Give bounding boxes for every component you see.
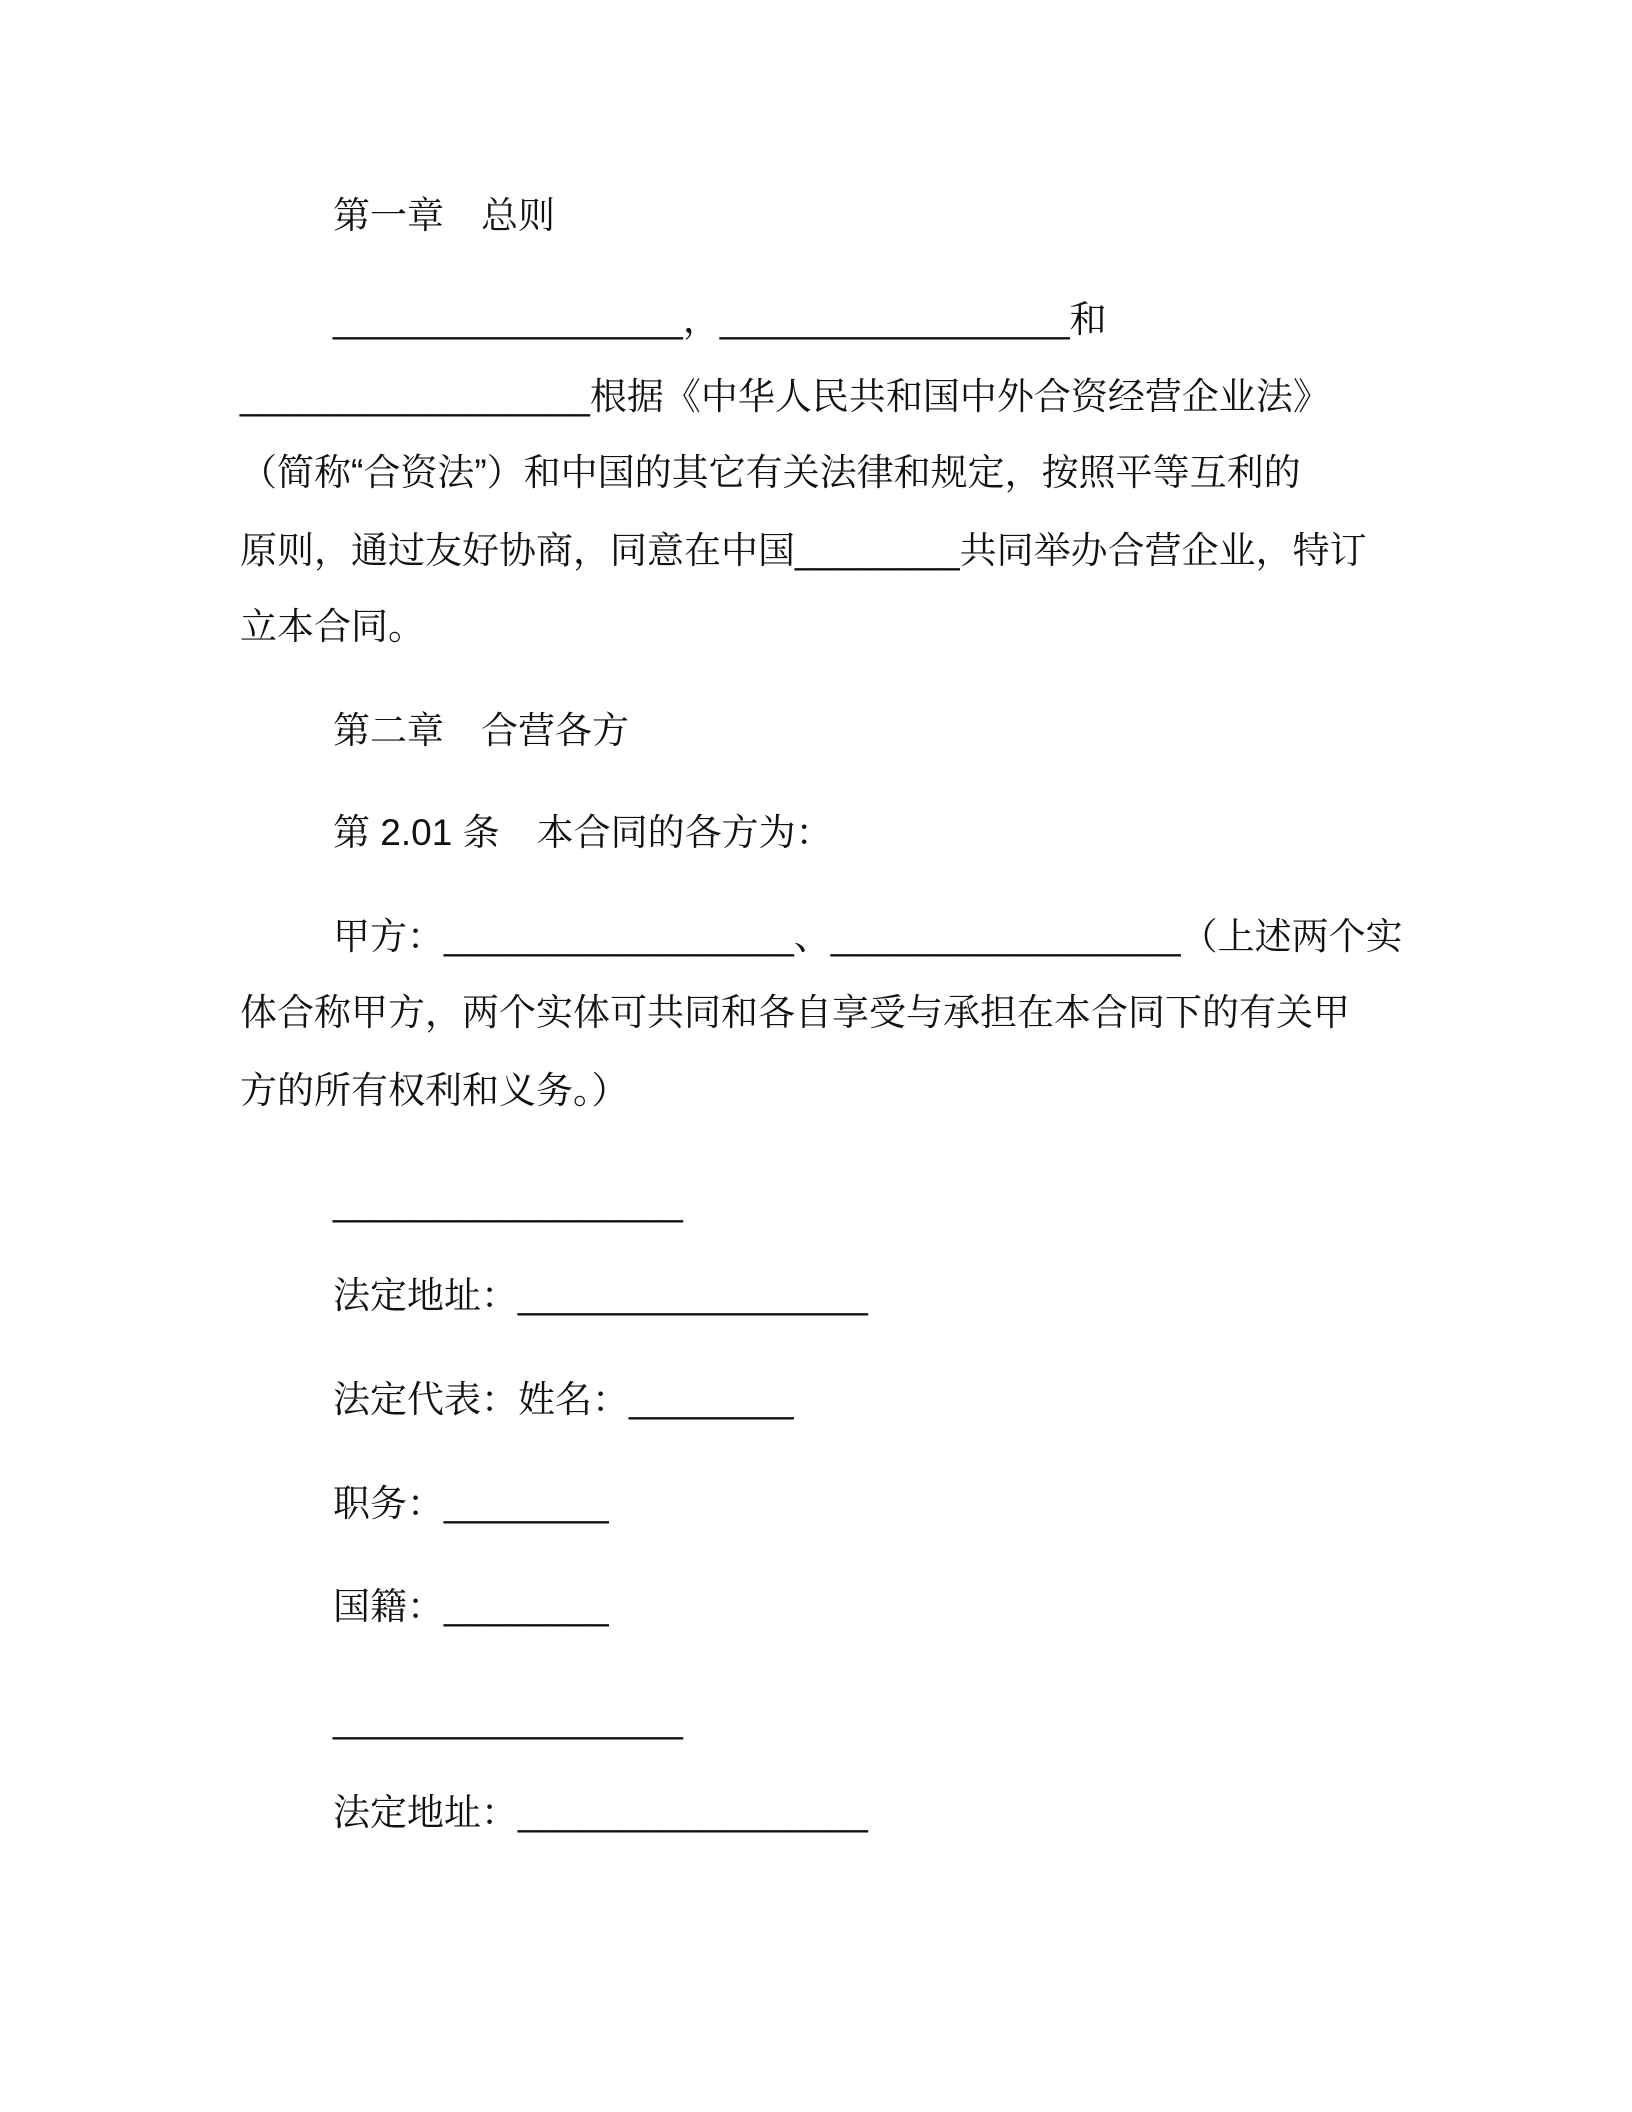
entity-1-position: 职务：________ (333, 1483, 609, 1524)
intro-line-4: 原则，通过友好协商，同意在中国________共同举办合营企业，特订 (240, 530, 1367, 571)
article-2-01: 第 2.01 条 本合同的各方为： (333, 812, 833, 853)
party-a-line-2: 体合称甲方，两个实体可共同和各自享受与承担在本合同下的有关甲 (240, 992, 1350, 1033)
intro-line-3: （简称“合资法”）和中国的其它有关法律和规定，按照平等互利的 (240, 452, 1301, 493)
chapter-1-heading: 第一章 总则 (333, 195, 555, 236)
intro-line-2: _________________根据《中华人民共和国中外合资经营企业法》 (240, 376, 1330, 417)
intro-line-1: _________________，_________________和 (333, 299, 1107, 340)
entity-1-legal-representative: 法定代表：姓名：________ (333, 1379, 794, 1420)
party-a-line-3: 方的所有权利和义务。） (240, 1070, 629, 1111)
entity-1-legal-address: 法定地址：_________________ (333, 1275, 868, 1316)
entity-1-name-blank: _________________ (333, 1182, 683, 1223)
entity-2-name-blank: _________________ (333, 1699, 683, 1740)
entity-2-legal-address: 法定地址：_________________ (333, 1792, 868, 1833)
intro-line-5: 立本合同。 (240, 606, 425, 647)
party-a-line-1: 甲方：_________________、_________________（上述两个实 (333, 916, 1403, 957)
entity-1-nationality: 国籍：________ (333, 1586, 609, 1627)
chapter-2-heading: 第二章 合营各方 (333, 710, 629, 751)
